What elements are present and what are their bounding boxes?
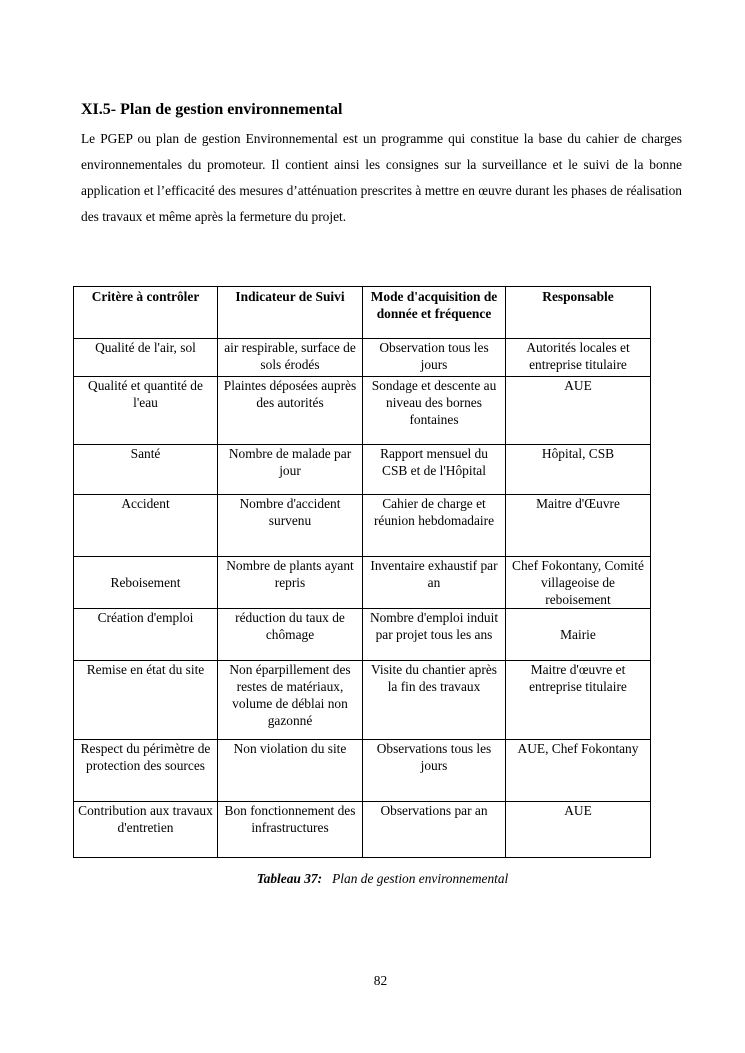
cell-responsible: Chef Fokontany, Comité villageoise de reboisement (506, 557, 651, 609)
cell-responsible: Hôpital, CSB (506, 445, 651, 495)
environmental-management-table (73, 286, 651, 858)
section-heading: XI.5- Plan de gestion environnemental (81, 101, 343, 118)
header-criterion: Critère à contrôler (74, 287, 218, 339)
cell-indicator: réduction du taux de chômage (218, 609, 363, 661)
cell-criterion: Remise en état du site (74, 661, 218, 740)
cell-criterion: Création d'emploi (74, 609, 218, 661)
table-row (74, 495, 651, 557)
cell-criterion: Santé (74, 445, 218, 495)
cell-indicator: air respirable, surface de sols érodés (218, 339, 363, 377)
cell-criterion: Accident (74, 495, 218, 557)
cell-acquisition-mode: Sondage et descente au niveau des bornes fontaines (363, 377, 506, 445)
table-row (74, 661, 651, 740)
cell-responsible: AUE (506, 802, 651, 858)
header-acquisition-mode: Mode d'acquisition de donnée et fréquence (363, 287, 506, 339)
cell-responsible: Maitre d'Œuvre (506, 495, 651, 557)
cell-indicator: Plaintes déposées auprès des autorités (218, 377, 363, 445)
cell-criterion: Respect du périmètre de protection des sources (74, 740, 218, 802)
table-row (74, 557, 651, 609)
cell-acquisition-mode: Cahier de charge et réunion hebdomadaire (363, 495, 506, 557)
cell-indicator: Nombre d'accident survenu (218, 495, 363, 557)
cell-acquisition-mode: Observations par an (363, 802, 506, 858)
header-responsible: Responsable (506, 287, 651, 339)
cell-acquisition-mode: Rapport mensuel du CSB et de l'Hôpital (363, 445, 506, 495)
page-number: 82 (373, 973, 388, 988)
header-indicator: Indicateur de Suivi (218, 287, 363, 339)
table-row (74, 802, 651, 858)
table-row (74, 445, 651, 495)
intro-paragraph: Le PGEP ou plan de gestion Environnemental est un programme qui constitue la base du cahier de charges environnementales du promoteur. Il contient ainsi les consignes sur la surveillance et le suivi de la bonne application et l’efficacité des mesures d’atténuation prescrites à mettre en œuvre durant les phases de réalisation des travaux et même après la fermeture du projet. (81, 131, 682, 224)
cell-responsible: Autorités locales et entreprise titulaire (506, 339, 651, 377)
table-row (74, 377, 651, 445)
cell-criterion: Qualité de l'air, sol (74, 339, 218, 377)
caption-text: Plan de gestion environnemental (332, 871, 509, 886)
cell-acquisition-mode: Nombre d'emploi induit par projet tous les ans (363, 609, 506, 661)
cell-responsible: Maitre d'œuvre et entreprise titulaire (506, 661, 651, 740)
table-row (74, 609, 651, 661)
table-caption (0, 871, 745, 887)
table-header-row (74, 287, 651, 339)
cell-indicator: Nombre de plants ayant repris (218, 557, 363, 609)
table-row (74, 740, 651, 802)
cell-responsible: Mairie (506, 609, 651, 661)
caption-label: Tableau 37: (256, 871, 323, 886)
cell-responsible: AUE (506, 377, 651, 445)
cell-indicator: Non violation du site (218, 740, 363, 802)
cell-acquisition-mode: Inventaire exhaustif par an (363, 557, 506, 609)
cell-criterion: Contribution aux travaux d'entretien (74, 802, 218, 858)
table-row (74, 339, 651, 377)
cell-indicator: Bon fonctionnement des infrastructures (218, 802, 363, 858)
cell-responsible: AUE, Chef Fokontany (506, 740, 651, 802)
cell-indicator: Non éparpillement des restes de matériaux, volume de déblai non gazonné (218, 661, 363, 740)
cell-criterion: Qualité et quantité de l'eau (74, 377, 218, 445)
cell-acquisition-mode: Observation tous les jours (363, 339, 506, 377)
cell-acquisition-mode: Visite du chantier après la fin des travaux (363, 661, 506, 740)
cell-acquisition-mode: Observations tous les jours (363, 740, 506, 802)
cell-criterion: Reboisement (74, 557, 218, 609)
cell-indicator: Nombre de malade par jour (218, 445, 363, 495)
